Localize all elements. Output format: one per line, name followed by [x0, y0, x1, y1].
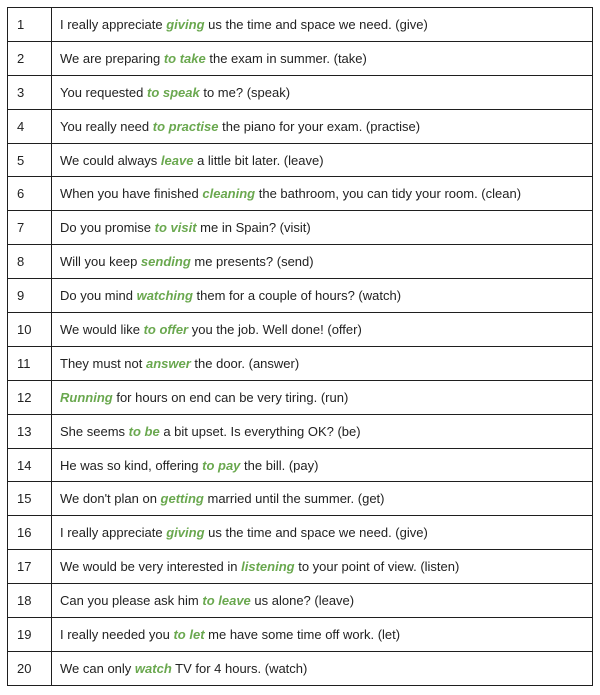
- sentence-after: the bill. (pay): [240, 457, 319, 473]
- row-number: 18: [8, 584, 52, 618]
- answer-word: to be: [128, 423, 160, 439]
- sentence-cell: [52, 109, 593, 143]
- sentence-after: TV for 4 hours. (watch): [171, 660, 308, 676]
- row-number: 6: [8, 177, 52, 211]
- sentence-after: to your point of view. (listen): [294, 559, 460, 575]
- sentence-before: You requested: [60, 84, 147, 100]
- answer-word: watch: [134, 660, 172, 676]
- sentence-cell: [52, 380, 593, 414]
- sentence-cell: [52, 211, 593, 245]
- sentence-cell: [52, 482, 593, 516]
- table-row: [8, 584, 593, 618]
- sentence-cell: [52, 651, 593, 685]
- sentence-after: the door. (answer): [190, 355, 300, 371]
- sentence-after: a bit upset. Is everything OK? (be): [159, 423, 361, 439]
- row-number: 15: [8, 482, 52, 516]
- table-row: [8, 414, 593, 448]
- table-row: [8, 211, 593, 245]
- sentence-before: We could always: [60, 152, 161, 168]
- answer-word: to take: [163, 50, 206, 66]
- sentence-cell: [52, 516, 593, 550]
- sentence-after: the exam in summer. (take): [205, 50, 367, 66]
- table-row: [8, 618, 593, 652]
- row-number: 13: [8, 414, 52, 448]
- answer-word: sending: [140, 254, 191, 270]
- sentence-after: married until the summer. (get): [203, 491, 385, 507]
- answer-word: answer: [145, 355, 191, 371]
- sentence-after: us alone? (leave): [250, 593, 355, 609]
- sentence-before: You really need: [60, 118, 153, 134]
- row-number: 5: [8, 143, 52, 177]
- table-row: [8, 380, 593, 414]
- sentence-cell: [52, 279, 593, 313]
- row-number: 20: [8, 651, 52, 685]
- sentence-before: I really appreciate: [60, 16, 167, 32]
- sentence-cell: [52, 245, 593, 279]
- sentence-after: a little bit later. (leave): [193, 152, 324, 168]
- sentence-after: them for a couple of hours? (watch): [192, 288, 402, 304]
- row-number: 1: [8, 8, 52, 42]
- sentence-after: us the time and space we need. (give): [204, 525, 428, 541]
- sentence-before: I really needed you: [60, 626, 174, 642]
- sentence-cell: [52, 8, 593, 42]
- row-number: 14: [8, 448, 52, 482]
- table-row: [8, 550, 593, 584]
- sentence-cell: [52, 75, 593, 109]
- sentence-after: us the time and space we need. (give): [204, 16, 428, 32]
- table-row: [8, 109, 593, 143]
- row-number: 8: [8, 245, 52, 279]
- sentence-before: We are preparing: [60, 50, 164, 66]
- table-row: [8, 41, 593, 75]
- answer-word: watching: [136, 288, 193, 304]
- answer-word: to practise: [152, 118, 219, 134]
- sentence-cell: [52, 313, 593, 347]
- row-number: 11: [8, 346, 52, 380]
- table-row: [8, 245, 593, 279]
- answer-word: leave: [160, 152, 194, 168]
- sentence-before: Do you mind: [60, 288, 137, 304]
- row-number: 17: [8, 550, 52, 584]
- table-row: [8, 482, 593, 516]
- sentence-before: Will you keep: [60, 254, 141, 270]
- sentence-before: She seems: [60, 423, 129, 439]
- sentence-after: the bathroom, you can tidy your room. (clean): [255, 186, 522, 202]
- table-row: [8, 346, 593, 380]
- sentence-after: you the job. Well done! (offer): [188, 321, 362, 337]
- row-number: 12: [8, 380, 52, 414]
- answer-word: to visit: [154, 220, 197, 236]
- row-number: 4: [8, 109, 52, 143]
- sentence-after: me have some time off work. (let): [204, 626, 401, 642]
- answer-word: to offer: [143, 321, 189, 337]
- answer-word: to speak: [146, 84, 200, 100]
- sentence-cell: [52, 618, 593, 652]
- row-number: 10: [8, 313, 52, 347]
- row-number: 7: [8, 211, 52, 245]
- sentence-before: Can you please ask him: [60, 593, 203, 609]
- sentence-cell: [52, 177, 593, 211]
- sentence-cell: [52, 346, 593, 380]
- sentence-before: We would be very interested in: [60, 559, 242, 575]
- sentence-after: for hours on end can be very tiring. (run): [112, 389, 349, 405]
- sentence-cell: [52, 584, 593, 618]
- answer-word: cleaning: [202, 186, 256, 202]
- answer-word: to let: [173, 626, 205, 642]
- row-number: 2: [8, 41, 52, 75]
- row-number: 3: [8, 75, 52, 109]
- sentence-before: We can only: [60, 660, 135, 676]
- sentence-before: He was so kind, offering: [60, 457, 203, 473]
- table-row: [8, 448, 593, 482]
- sentence-before: I really appreciate: [60, 525, 167, 541]
- sentence-after: to me? (speak): [199, 84, 291, 100]
- answer-word: giving: [166, 16, 205, 32]
- row-number: 16: [8, 516, 52, 550]
- sentence-cell: [52, 41, 593, 75]
- answer-word: giving: [166, 525, 205, 541]
- table-row: [8, 651, 593, 685]
- table-row: [8, 75, 593, 109]
- table-row: [8, 143, 593, 177]
- sentence-before: We would like: [60, 321, 144, 337]
- sentence-cell: [52, 143, 593, 177]
- exercise-table: [7, 7, 593, 686]
- answer-word: to leave: [202, 593, 251, 609]
- answer-word: Running: [60, 389, 113, 405]
- row-number: 9: [8, 279, 52, 313]
- table-row: [8, 177, 593, 211]
- table-row: [8, 8, 593, 42]
- row-number: 19: [8, 618, 52, 652]
- sentence-before: They must not: [60, 355, 146, 371]
- sentence-cell: [52, 448, 593, 482]
- sentence-cell: [52, 550, 593, 584]
- table-row: [8, 313, 593, 347]
- sentence-cell: [52, 414, 593, 448]
- sentence-after: the piano for your exam. (practise): [218, 118, 421, 134]
- table-row: [8, 279, 593, 313]
- exercise-table-body: [8, 8, 593, 686]
- answer-word: listening: [241, 559, 295, 575]
- table-row: [8, 516, 593, 550]
- sentence-before: When you have finished: [60, 186, 203, 202]
- sentence-before: Do you promise: [60, 220, 155, 236]
- answer-word: getting: [160, 491, 204, 507]
- sentence-before: We don't plan on: [60, 491, 161, 507]
- sentence-after: me in Spain? (visit): [196, 220, 311, 236]
- answer-word: to pay: [202, 457, 241, 473]
- sentence-after: me presents? (send): [190, 254, 314, 270]
